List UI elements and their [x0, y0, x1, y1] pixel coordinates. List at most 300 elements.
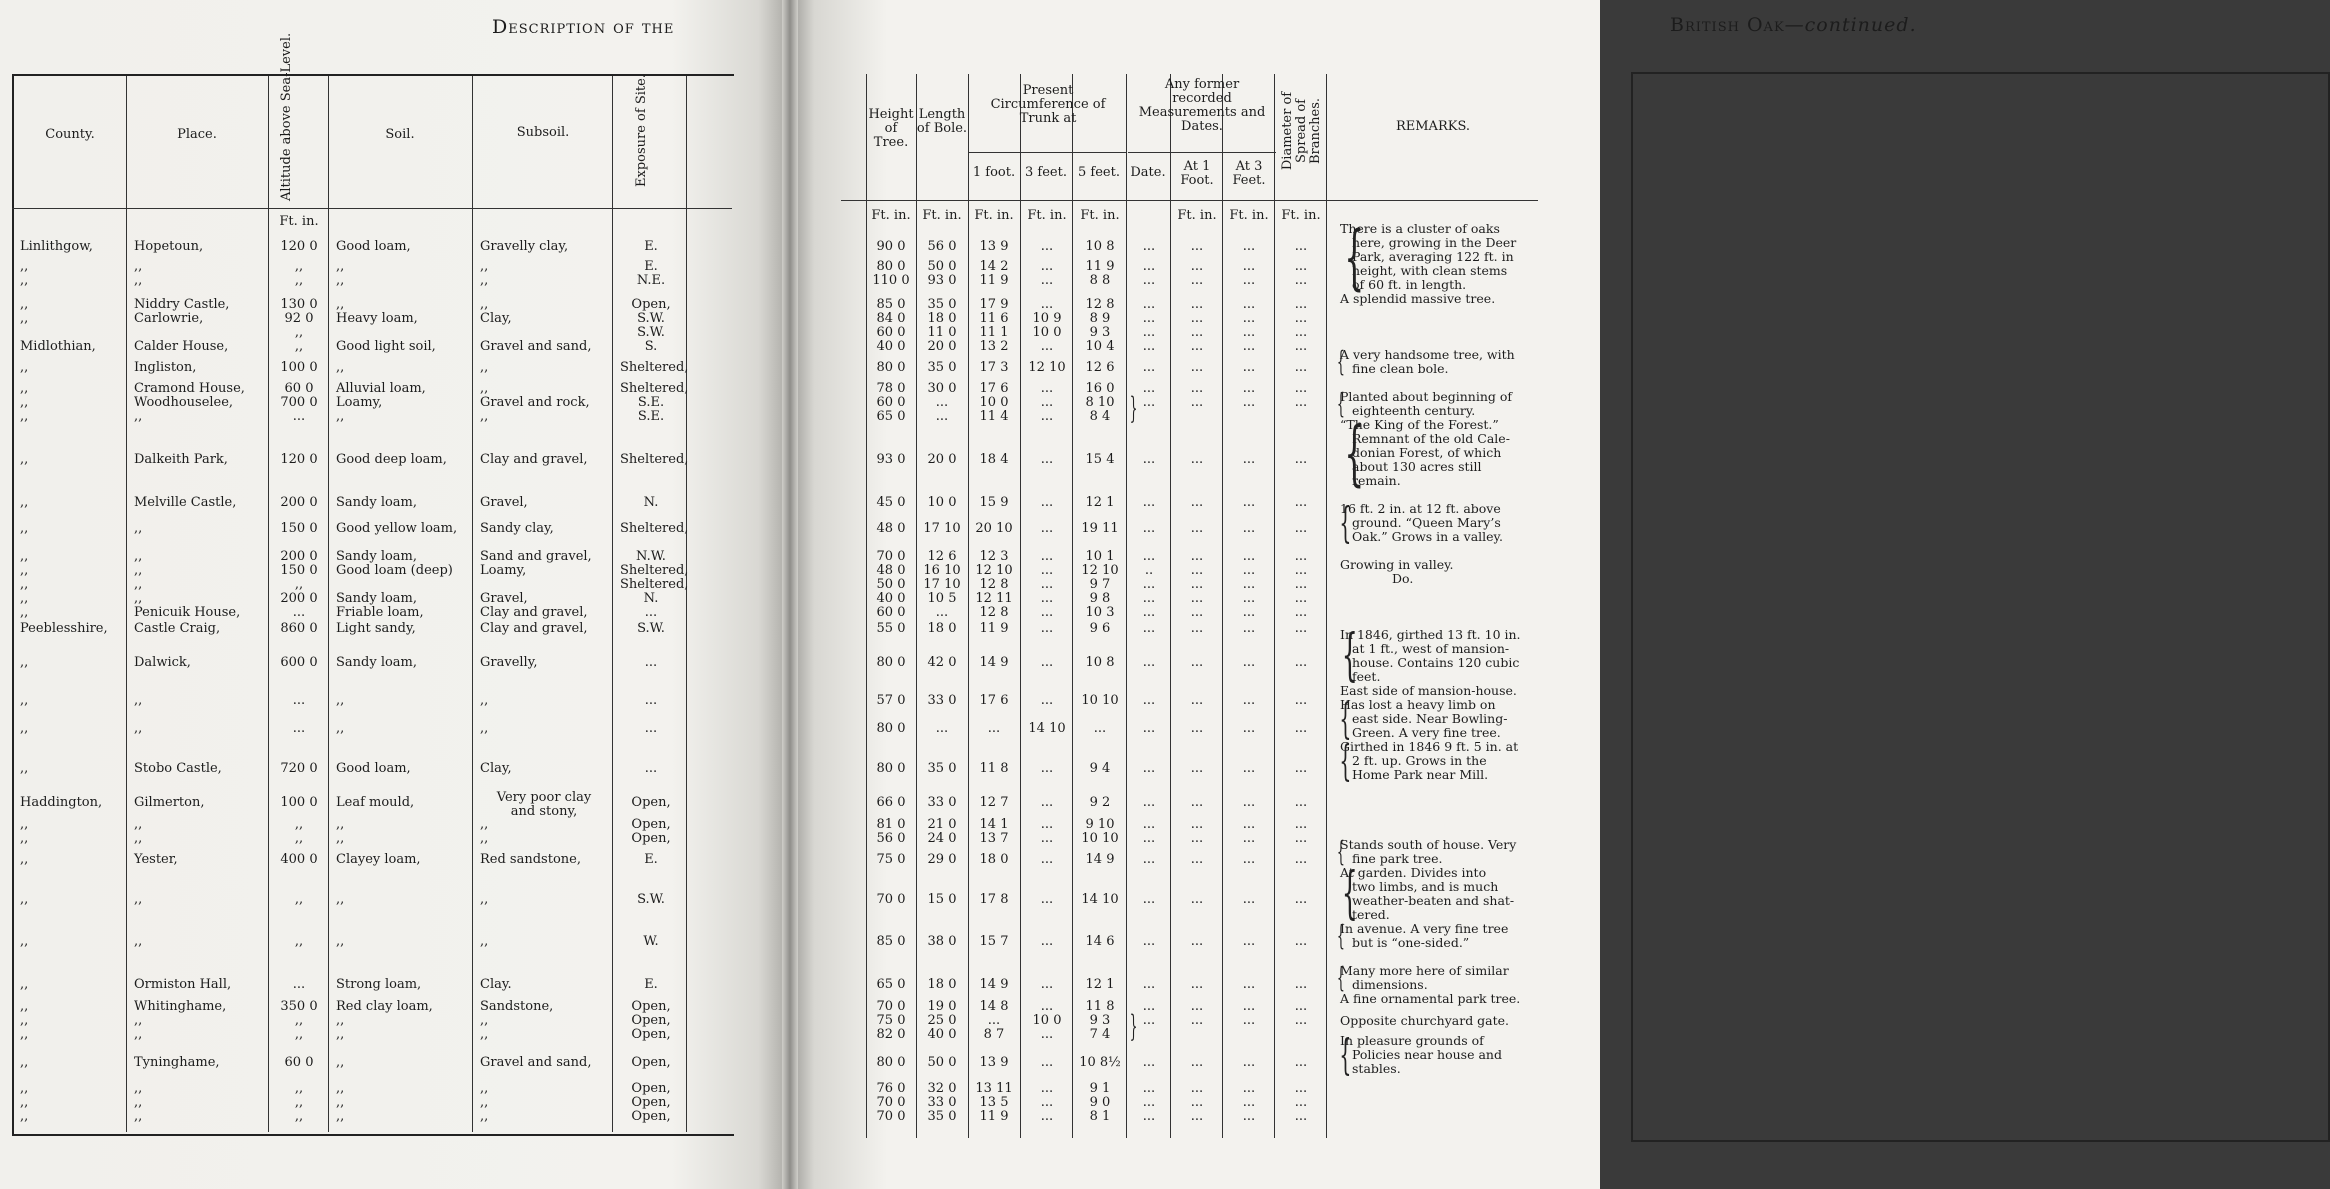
spread-cell: ...: [1294, 977, 1308, 992]
altitude-cell: ...: [292, 977, 306, 992]
place-header: Place.: [177, 127, 217, 142]
altitude-cell: ,,: [294, 1095, 304, 1110]
bole-cell: 29 0: [927, 852, 957, 867]
former-3ft-cell: ...: [1242, 621, 1256, 636]
remark-line: Oak.” Grows in a valley.: [1352, 529, 1503, 544]
subsoil-cell: Gravel,: [480, 591, 528, 606]
spread-cell: ...: [1294, 621, 1308, 636]
county-cell: ,,: [20, 495, 29, 510]
circ-5ft-cell: 14 10: [1081, 892, 1119, 907]
circ-3ft-cell: ...: [1040, 239, 1054, 254]
subsoil-cell: ,,: [480, 1095, 489, 1110]
circ-1ft-cell: 15 9: [979, 495, 1009, 510]
height-cell: 60 0: [876, 605, 906, 620]
remark-brace: {: [1344, 216, 1365, 298]
exposure-cell: S.E.: [637, 395, 665, 410]
former-1ft-cell: ...: [1190, 452, 1204, 467]
remark-line: eighteenth century.: [1352, 403, 1476, 418]
circ-5ft-cell: 10 4: [1085, 339, 1115, 354]
former-3ft-cell: ...: [1242, 395, 1256, 410]
circ-1ft-cell: 14 1: [979, 817, 1009, 832]
exposure-cell: E.: [644, 852, 658, 867]
circ-3ft-cell: ...: [1040, 1027, 1054, 1042]
bole-cell: 18 0: [927, 311, 957, 326]
soil-cell: Good loam (deep): [336, 563, 453, 578]
exposure-header: Exposure of Site.: [634, 74, 649, 187]
subsoil-cell: Gravelly clay,: [480, 239, 569, 254]
circ-3ft-cell: ...: [1040, 381, 1054, 396]
height-cell: 40 0: [876, 339, 906, 354]
former-date-cell: ...: [1142, 1055, 1156, 1070]
bole-cell: 33 0: [927, 693, 957, 708]
circ-5ft-cell: 9 4: [1089, 761, 1111, 776]
exposure-cell: Open,: [631, 1081, 671, 1096]
circ-3ft-cell: ...: [1040, 999, 1054, 1014]
circ-5ft-cell: 9 3: [1089, 1013, 1111, 1028]
right-column-rule: [1126, 74, 1127, 1138]
circ-1ft-cell: 13 9: [979, 239, 1009, 254]
former-3ft-cell: ...: [1242, 563, 1256, 578]
exposure-cell: ...: [644, 693, 658, 708]
circ-1ft-cell: 18 4: [979, 452, 1009, 467]
former-3ft-cell: ...: [1242, 977, 1256, 992]
spread-cell: ...: [1294, 1081, 1308, 1096]
remark-block: [1340, 292, 1534, 306]
soil-cell: Loamy,: [336, 395, 383, 410]
county-cell: ,,: [20, 817, 29, 832]
spread-cell: ...: [1294, 655, 1308, 670]
circ-3ft-cell: ...: [1040, 409, 1054, 424]
remark-brace: {: [1341, 861, 1358, 926]
remark-line: Park, averaging 122 ft. in: [1352, 249, 1514, 264]
altitude-cell: ,,: [294, 259, 304, 274]
spread-cell: ...: [1294, 563, 1308, 578]
circ-1ft-cell: 11 4: [979, 409, 1009, 424]
place-cell: ,,: [134, 934, 143, 949]
bole-cell: 11 0: [927, 325, 957, 340]
place-cell: ,,: [134, 1109, 143, 1124]
circ-1ft-cell: 14 9: [979, 977, 1009, 992]
place-cell: Dalwick,: [134, 655, 191, 670]
county-cell: Peeblesshire,: [20, 621, 108, 636]
former-date-cell: ...: [1142, 549, 1156, 564]
former-date-cell: ...: [1142, 259, 1156, 274]
subsoil-cell: ,,: [480, 1027, 489, 1042]
circ-1ft-cell: 11 9: [979, 273, 1009, 288]
circ-5ft-cell: 10 10: [1081, 693, 1119, 708]
circ-5ft-cell: 8 1: [1089, 1109, 1111, 1124]
place-cell: Niddry Castle,: [134, 297, 230, 312]
bole-cell: 17 10: [923, 521, 961, 536]
subsoil-cell: ,,: [480, 1109, 489, 1124]
soil-cell: ,,: [336, 1013, 345, 1028]
former-1ft-cell: ...: [1190, 325, 1204, 340]
subsoil-cell: Very poor clay and stony,: [496, 790, 592, 819]
bole-cell: 18 0: [927, 621, 957, 636]
circ-1ft-cell: 8 7: [983, 1027, 1005, 1042]
county-cell: ,,: [20, 452, 29, 467]
altitude-cell: ,,: [294, 1081, 304, 1096]
former-1ft-cell: ...: [1190, 1055, 1204, 1070]
circ-5ft-cell: 9 8: [1089, 591, 1111, 606]
soil-cell: Good loam,: [336, 239, 411, 254]
circ-5ft-cell: 10 8: [1085, 655, 1115, 670]
exposure-cell: ...: [644, 655, 658, 670]
former-1ft-cell: ...: [1190, 360, 1204, 375]
former-1ft-cell: ...: [1190, 817, 1204, 832]
place-cell: ,,: [134, 817, 143, 832]
place-cell: ,,: [134, 693, 143, 708]
place-cell: Ormiston Hall,: [134, 977, 232, 992]
altitude-cell: ...: [292, 693, 306, 708]
height-cell: 70 0: [876, 1109, 906, 1124]
height-cell: 60 0: [876, 325, 906, 340]
circ-3ft-cell: 10 0: [1032, 1013, 1062, 1028]
circ-1ft-cell: 11 6: [979, 311, 1009, 326]
former-date-cell: ...: [1142, 311, 1156, 326]
county-cell: ,,: [20, 360, 29, 375]
altitude-cell: 92 0: [284, 311, 314, 326]
remark-line: Has lost a heavy limb on: [1340, 697, 1496, 712]
height-cell: 80 0: [876, 761, 906, 776]
spread-cell: ...: [1294, 239, 1308, 254]
exposure-cell: E.: [644, 977, 658, 992]
remark-line: but is “one-sided.”: [1352, 935, 1470, 950]
altitude-cell: ,,: [294, 1027, 304, 1042]
altitude-cell: ,,: [294, 1013, 304, 1028]
circ-1ft-cell: 10 0: [979, 395, 1009, 410]
remark-line: about 130 acres still: [1352, 459, 1482, 474]
county-cell: ,,: [20, 563, 29, 578]
county-cell: ,,: [20, 591, 29, 606]
former-1ft-cell: ...: [1190, 549, 1204, 564]
exposure-cell: N.E.: [636, 273, 666, 288]
county-cell: Haddington,: [20, 795, 103, 810]
former-date-cell: ...: [1142, 892, 1156, 907]
bole-cell: 50 0: [927, 259, 957, 274]
remark-line: of 60 ft. in length.: [1352, 277, 1467, 292]
former-3ft-cell: ...: [1242, 577, 1256, 592]
exposure-cell: S.W.: [637, 621, 665, 636]
altitude-cell: 700 0: [280, 395, 318, 410]
circ-3ft-cell: ...: [1040, 339, 1054, 354]
former-date-cell: ...: [1142, 591, 1156, 606]
remark-brace: {: [1336, 961, 1345, 994]
place-cell: Stobo Castle,: [134, 761, 222, 776]
former-1ft-cell: ...: [1190, 852, 1204, 867]
subsoil-cell: Clay and gravel,: [480, 605, 588, 620]
height-cell: 55 0: [876, 621, 906, 636]
remark-line: At garden. Divides into: [1340, 865, 1487, 880]
spread-cell: ...: [1294, 325, 1308, 340]
remark-block: [1340, 623, 1534, 688]
county-cell: ,,: [20, 1027, 29, 1042]
former-1ft-cell: ...: [1190, 831, 1204, 846]
former-date-cell: ...: [1142, 852, 1156, 867]
remark-line: In pleasure grounds of: [1340, 1033, 1484, 1048]
circ-5ft-cell: 8 10: [1085, 395, 1115, 410]
circ-3ft-cell: ...: [1040, 605, 1054, 620]
height-cell: 65 0: [876, 409, 906, 424]
former-1ft-cell: ...: [1190, 761, 1204, 776]
former-1ft-cell: ...: [1190, 259, 1204, 274]
soil-cell: ,,: [336, 273, 345, 288]
remark-brace: {: [1344, 412, 1365, 494]
circ-1ft-cell: 12 8: [979, 577, 1009, 592]
right-column-rule: [1020, 74, 1021, 1138]
spread-cell: ...: [1294, 999, 1308, 1014]
county-cell: Linlithgow,: [20, 239, 93, 254]
bole-cell: 19 0: [927, 999, 957, 1014]
place-cell: Carlowrie,: [134, 311, 204, 326]
circ-1ft-cell: 11 8: [979, 761, 1009, 776]
circ-1ft-header: 1 foot.: [972, 165, 1016, 180]
former-3ft-cell: ...: [1242, 892, 1256, 907]
circ-1ft-cell: 17 6: [979, 693, 1009, 708]
place-cell: ,,: [134, 1095, 143, 1110]
county-header: County.: [45, 127, 95, 142]
spread-cell: ...: [1294, 311, 1308, 326]
bole-cell: 25 0: [927, 1013, 957, 1028]
county-cell: ,,: [20, 311, 29, 326]
remark-line: donian Forest, of which: [1352, 445, 1502, 460]
county-cell: ,,: [20, 934, 29, 949]
remark-line: weather-beaten and shat-: [1352, 893, 1515, 908]
circ-1ft-cell: 17 8: [979, 892, 1009, 907]
bole-cell: 12 6: [927, 549, 957, 564]
exposure-cell: E.: [644, 239, 658, 254]
place-cell: Cramond House,: [134, 381, 245, 396]
former-date-cell: ...: [1142, 273, 1156, 288]
place-cell: ,,: [134, 549, 143, 564]
height-cell: 76 0: [876, 1081, 906, 1096]
altitude-cell: 200 0: [280, 591, 318, 606]
former-3ft-cell: ...: [1242, 259, 1256, 274]
former-1ft-cell: ...: [1190, 1109, 1204, 1124]
subsoil-cell: ,,: [480, 381, 489, 396]
circ-1ft-cell: 18 0: [979, 852, 1009, 867]
altitude-cell: 100 0: [280, 795, 318, 810]
former-3ft-cell: ...: [1242, 239, 1256, 254]
soil-cell: Good yellow loam,: [336, 521, 458, 536]
circ-5ft-cell: 12 1: [1085, 977, 1115, 992]
circ-1ft-cell: 11 9: [979, 621, 1009, 636]
table-frame-right: [1631, 72, 2330, 1142]
circ-5ft-cell: 7 4: [1089, 1027, 1111, 1042]
circ-1ft-cell: 17 9: [979, 297, 1009, 312]
former-3ft-cell: ...: [1242, 495, 1256, 510]
circ-3ft-cell: ...: [1040, 795, 1054, 810]
spread-cell: ...: [1294, 761, 1308, 776]
soil-cell: ,,: [336, 1109, 345, 1124]
exposure-cell: S.W.: [637, 325, 665, 340]
altitude-cell: 200 0: [280, 549, 318, 564]
circ-5ft-cell: 9 10: [1085, 817, 1115, 832]
exposure-cell: Sheltered,: [620, 452, 689, 467]
county-cell: ,,: [20, 852, 29, 867]
remark-brace: {: [1339, 1030, 1352, 1079]
subsoil-cell: ,,: [480, 259, 489, 274]
former-date-cell: ...: [1142, 239, 1156, 254]
spread-header: Diameter of Spread of Branches.: [1280, 91, 1323, 171]
exposure-cell: ...: [644, 761, 658, 776]
former-date-cell: ...: [1142, 999, 1156, 1014]
right-column-rule: [1274, 74, 1275, 1138]
former-1ft-cell: ...: [1190, 311, 1204, 326]
bole-cell: 42 0: [927, 655, 957, 670]
bole-cell: ...: [935, 605, 949, 620]
place-cell: Dalkeith Park,: [134, 452, 228, 467]
exposure-cell: Open,: [631, 795, 671, 810]
former-date-cell: ...: [1142, 1095, 1156, 1110]
former-date-cell: ...: [1142, 721, 1156, 736]
height-cell: 70 0: [876, 892, 906, 907]
height-cell: 60 0: [876, 395, 906, 410]
former-date-cell: ...: [1142, 831, 1156, 846]
circ-1ft-cell: 13 9: [979, 1055, 1009, 1070]
circ-5ft-cell: 14 9: [1085, 852, 1115, 867]
former-1ft-header: At 1 Foot.: [1180, 159, 1214, 188]
former-date-cell: ..: [1144, 563, 1154, 578]
circ-subheader-rule: [968, 152, 1126, 153]
former-1ft-cell: ...: [1190, 721, 1204, 736]
height-cell: 85 0: [876, 297, 906, 312]
circ-1ft-cell: 13 5: [979, 1095, 1009, 1110]
former-date-cell: ...: [1142, 605, 1156, 620]
place-cell: ,,: [134, 577, 143, 592]
former-1ft-cell: ...: [1190, 563, 1204, 578]
former-date-cell: ...: [1142, 621, 1156, 636]
circ-5ft-cell: 10 10: [1081, 831, 1119, 846]
circ-5ft-cell: 15 4: [1085, 452, 1115, 467]
bole-cell: 30 0: [927, 381, 957, 396]
circ-3ft-cell: ...: [1040, 395, 1054, 410]
soil-cell: Sandy loam,: [336, 549, 418, 564]
circ-3ft-cell: ...: [1040, 817, 1054, 832]
altitude-cell: 120 0: [280, 452, 318, 467]
altitude-cell: 150 0: [280, 563, 318, 578]
spread-cell: ...: [1294, 795, 1308, 810]
former-3ft-cell: ...: [1242, 297, 1256, 312]
height-cell: 75 0: [876, 1013, 906, 1028]
remark-line: Growing in valley.: [1340, 557, 1454, 572]
county-cell: ,,: [20, 1013, 29, 1028]
altitude-cell: 130 0: [280, 297, 318, 312]
right-column-rule: [1222, 74, 1223, 1138]
altitude-cell: ,,: [294, 325, 304, 340]
former-3ft-cell: ...: [1242, 591, 1256, 606]
circ-5ft-cell: 16 0: [1085, 381, 1115, 396]
former-1ft-cell: ...: [1190, 381, 1204, 396]
height-cell: 80 0: [876, 721, 906, 736]
circ-5ft-cell: 12 6: [1085, 360, 1115, 375]
remark-brace: {: [1336, 835, 1345, 868]
running-head-right-text: British Oak: [1670, 14, 1785, 36]
circ-3ft-cell: ...: [1040, 259, 1054, 274]
former-1ft-cell: ...: [1190, 591, 1204, 606]
county-cell: ,,: [20, 1055, 29, 1070]
former-3ft-cell: ...: [1242, 721, 1256, 736]
remark-line: In avenue. A very fine tree: [1340, 921, 1509, 936]
circ-1ft-cell: 14 2: [979, 259, 1009, 274]
unit-label: Ft. in.: [1027, 208, 1067, 223]
former-date-cell: ...: [1142, 495, 1156, 510]
former-header: Any former recorded Measurements and Dates.: [1138, 77, 1266, 134]
former-1ft-cell: ...: [1190, 1013, 1204, 1028]
remark-brace: {: [1336, 919, 1345, 952]
circ-3ft-header: 3 feet.: [1025, 165, 1067, 180]
subsoil-cell: ,,: [480, 360, 489, 375]
circ-5ft-cell: 9 1: [1089, 1081, 1111, 1096]
former-3ft-cell: ...: [1242, 360, 1256, 375]
subsoil-cell: Loamy,: [480, 563, 527, 578]
soil-cell: ,,: [336, 1081, 345, 1096]
unit-label: Ft. in.: [974, 208, 1014, 223]
former-date-cell: ...: [1142, 1081, 1156, 1096]
circ-5ft-cell: 10 3: [1085, 605, 1115, 620]
exposure-cell: N.: [643, 591, 659, 606]
remark-block: [1340, 964, 1534, 992]
spread-cell: ...: [1294, 549, 1308, 564]
height-cell: 70 0: [876, 999, 906, 1014]
exposure-cell: Sheltered,: [620, 381, 689, 396]
place-cell: ,,: [134, 273, 143, 288]
remark-line: stables.: [1352, 1061, 1401, 1076]
remark-block: [1340, 558, 1534, 586]
spread-cell: ...: [1294, 297, 1308, 312]
left-header-rule: [12, 208, 732, 209]
unit-label: Ft. in.: [1281, 208, 1321, 223]
unit-label: Ft. in.: [1229, 208, 1269, 223]
exposure-cell: ...: [644, 605, 658, 620]
subsoil-header: Subsoil.: [516, 125, 570, 140]
circ-1ft-cell: 12 10: [975, 563, 1013, 578]
remarks-header: REMARKS.: [1395, 119, 1471, 134]
height-cell: 78 0: [876, 381, 906, 396]
soil-cell: Good light soil,: [336, 339, 436, 354]
remark-brace: {: [1339, 694, 1352, 743]
remark-line: two limbs, and is much: [1352, 879, 1499, 894]
remark-line: Home Park near Mill.: [1352, 767, 1489, 782]
circ-3ft-cell: ...: [1040, 591, 1054, 606]
remark-line: east side. Near Bowling-: [1352, 711, 1508, 726]
county-cell: ,,: [20, 521, 29, 536]
soil-header: Soil.: [385, 127, 415, 142]
former-3ft-cell: ...: [1242, 1055, 1256, 1070]
circ-3ft-cell: ...: [1040, 1081, 1054, 1096]
group-brace: }: [1129, 391, 1138, 426]
bole-cell: 21 0: [927, 817, 957, 832]
height-cell: 48 0: [876, 563, 906, 578]
place-cell: Tyninghame,: [134, 1055, 220, 1070]
left-column-rule: [612, 76, 613, 1132]
exposure-cell: S.E.: [637, 409, 665, 424]
bole-cell: 35 0: [927, 360, 957, 375]
bole-cell: ...: [935, 409, 949, 424]
remark-block: [1339, 736, 1534, 785]
remark-block: [1339, 498, 1534, 547]
circ-3ft-cell: ...: [1040, 297, 1054, 312]
right-column-rule: [1326, 74, 1327, 1138]
place-cell: Castle Craig,: [134, 621, 221, 636]
exposure-cell: S.W.: [637, 892, 665, 907]
subsoil-cell: Gravel and sand,: [480, 1055, 592, 1070]
altitude-cell: 60 0: [284, 1055, 314, 1070]
bole-cell: 15 0: [927, 892, 957, 907]
remark-line: remain.: [1352, 473, 1401, 488]
soil-cell: Good deep loam,: [336, 452, 447, 467]
remark-line: tered.: [1352, 907, 1390, 922]
